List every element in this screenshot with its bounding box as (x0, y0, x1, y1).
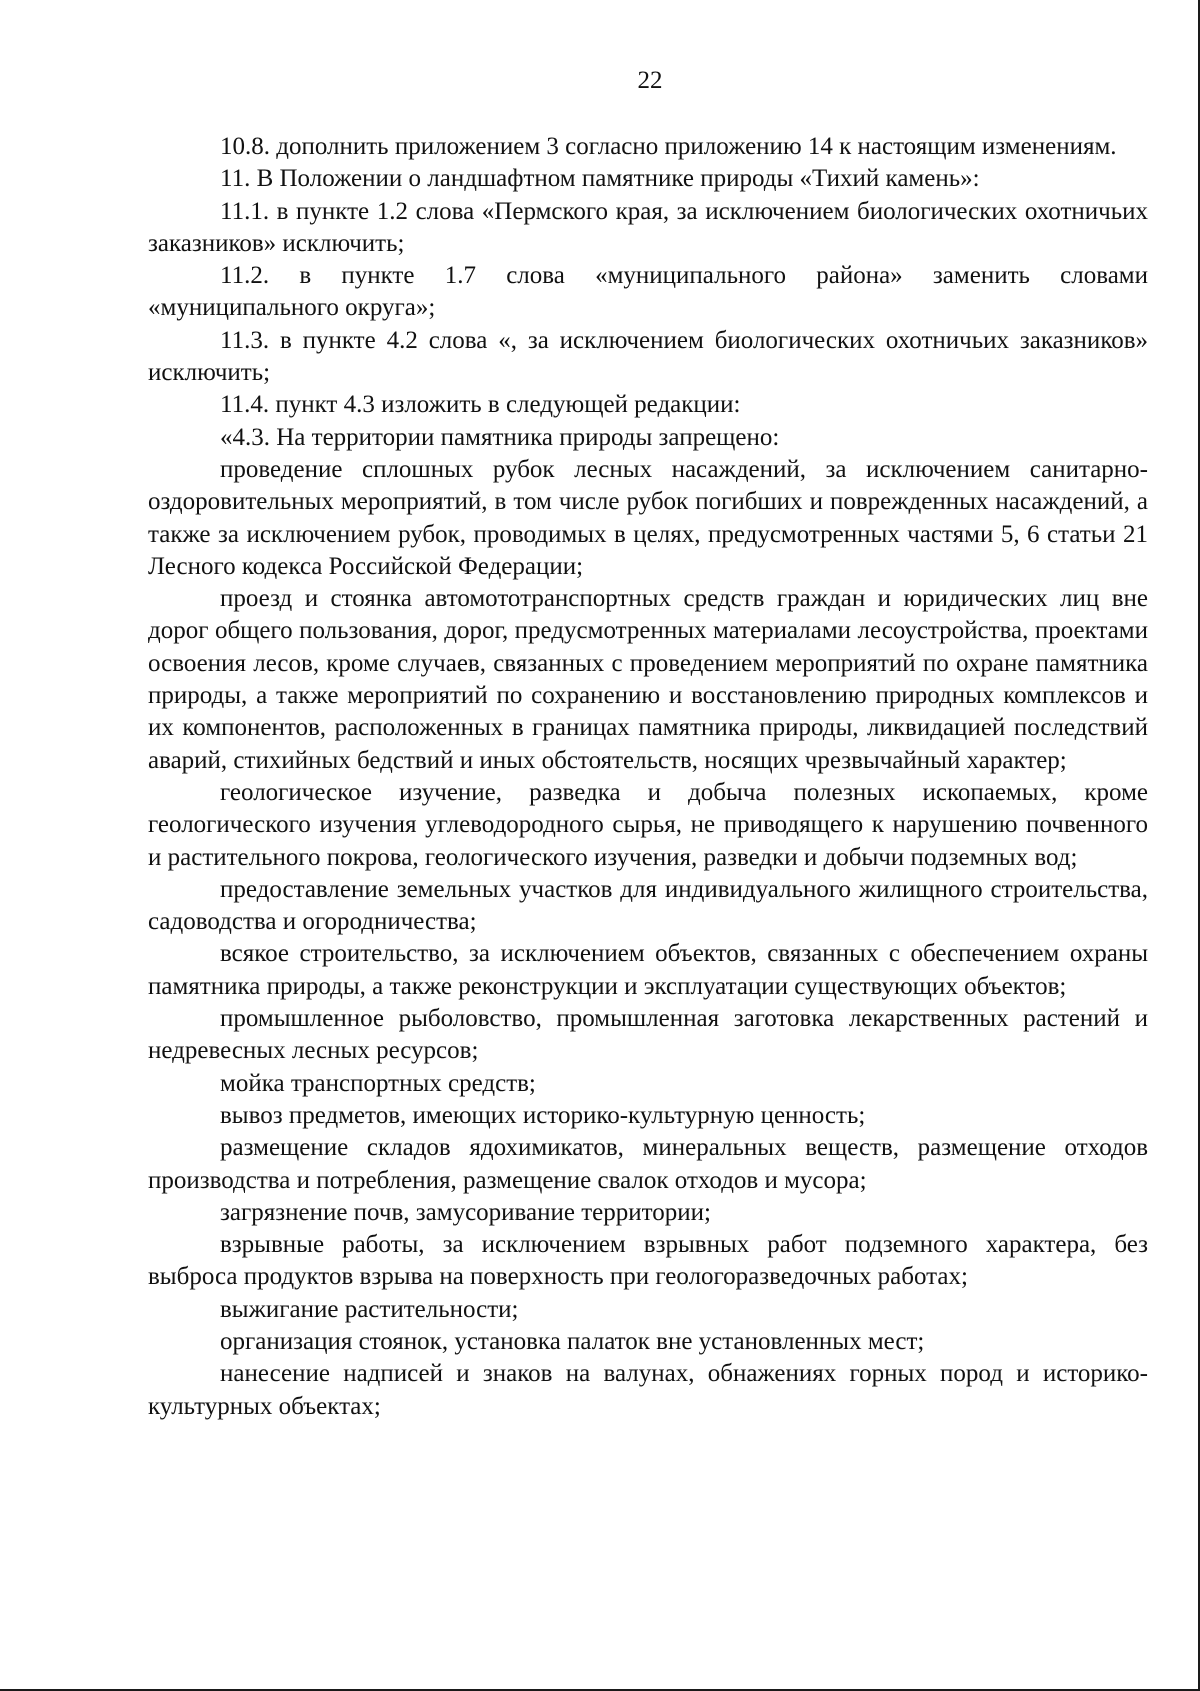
paragraph-11-2: 11.2. в пункте 1.7 слова «муниципального района» заменить словами «муниципального округа»; (148, 262, 1148, 322)
document-body (148, 131, 1148, 1423)
list-item-cultural-items: вывоз предметов, имеющих историко-культурную ценность; (220, 1101, 866, 1129)
list-item-warehouses: размещение складов ядохимикатов, минеральных веществ, размещение отходов производства и потребления, размещение свалок отходов и мусора; (148, 1134, 1148, 1194)
list-item-land-plots: предоставление земельных участков для индивидуального жилищного строительства, садоводства и огородничества; (148, 875, 1148, 936)
list-item-camping: организация стоянок, установка палаток вне установленных мест; (220, 1327, 925, 1355)
list-item-soil-pollution: загрязнение почв, замусоривание территории; (220, 1198, 711, 1226)
paragraph-11-3: 11.3. в пункте 4.2 слова «, за исключением биологических охотничьих заказников» исключить; (148, 326, 1148, 387)
list-item-construction: всякое строительство, за исключением объектов, связанных с обеспечением охраны памятника природы, а также реконструкции и эксплуатации существующих объектов; (148, 940, 1148, 1000)
list-item-clear-cutting: проведение сплошных рубок лесных насаждений, за исключением санитарно-оздоровительных мероприятий, в том числе рубок погибших и поврежденных насаждений, а также за исключением рубок, проводимых в целях, предусмотренных частями 5, 6 статьи 21 Лесного кодекса Российской Федерации; (148, 455, 1148, 580)
page-number: 22 (637, 67, 663, 94)
paragraph-11-4: 11.4. пункт 4.3 изложить в следующей редакции: (220, 391, 741, 419)
list-item-vehicle-traffic: проезд и стоянка автомототранспортных средств граждан и юридических лиц вне дорог общего пользования, дорог, предусмотренных материалами лесоустройства, проектами освоения лесов, кроме случаев, связанных с проведением мероприятий по охране памятника природы, а также мероприятий по сохранению и восстановлению природных комплексов и их компонентов, расположенных в границах памятника природы, ликвидацией последствий аварий, стихийных бедствий и иных обстоятельств, носящих чрезвычайный характер; (148, 585, 1148, 774)
paragraph-11: 11. В Положении о ландшафтном памятнике природы «Тихий камень»: (220, 165, 980, 193)
list-item-geological-study: геологическое изучение, разведка и добыча полезных ископаемых, кроме геологического изучения углеводородного сырья, не приводящего к нарушению почвенного и растительного покрова, геологического изучения, разведки и добычи подземных вод; (148, 778, 1148, 871)
list-item-inscriptions: нанесение надписей и знаков на валунах, обнажениях горных пород и историко-культурных объектах; (148, 1360, 1148, 1420)
list-item-vegetation-burning: выжигание растительности; (220, 1295, 519, 1323)
list-item-vehicle-washing: мойка транспортных средств; (220, 1069, 536, 1097)
list-item-blasting: взрывные работы, за исключением взрывных работ подземного характера, без выброса продуктов взрыва на поверхность при геологоразведочных работах; (148, 1231, 1148, 1291)
list-item-fishing: промышленное рыболовство, промышленная заготовка лекарственных растений и недревесных лесных ресурсов; (148, 1005, 1148, 1065)
paragraph-4-3-intro: «4.3. На территории памятника природы запрещено: (220, 423, 780, 451)
paragraph-11-1: 11.1. в пункте 1.2 слова «Пермского края, за исключением биологических охотничьих заказников» исключить; (148, 197, 1148, 257)
paragraph-10-8: 10.8. дополнить приложением 3 согласно приложению 14 к настоящим изменениям. (220, 133, 1117, 160)
